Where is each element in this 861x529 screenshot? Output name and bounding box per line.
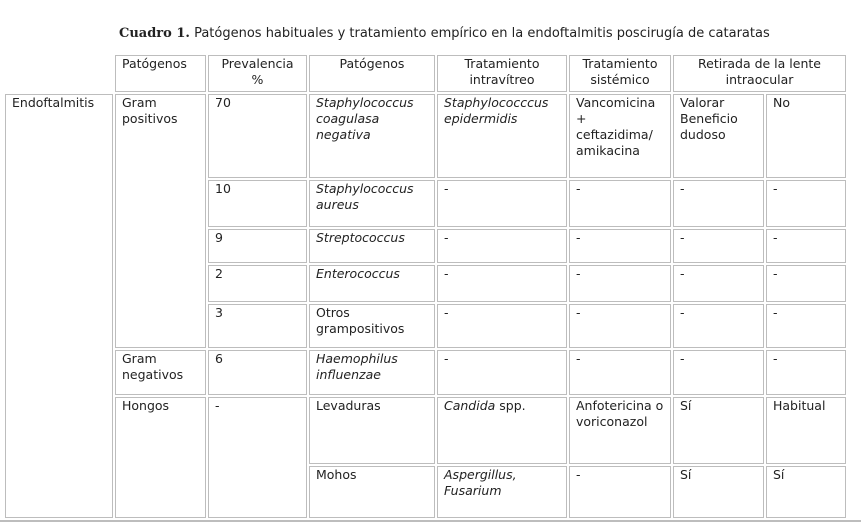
- group-cell: Gram negativos: [115, 350, 206, 395]
- table-row: [5, 397, 846, 464]
- lens-removal-cell: Valorar Beneficio dudoso: [673, 94, 764, 178]
- intravitreal-suffix: spp.: [495, 398, 526, 413]
- intravitreal-cell: -: [437, 265, 567, 302]
- pathogen-cell: Levaduras: [309, 397, 435, 464]
- empty-header-cell: [5, 55, 113, 92]
- bottom-rule: [0, 520, 861, 522]
- intravitreal-cell: -: [437, 229, 567, 263]
- prevalence-cell: 9: [208, 229, 307, 263]
- prevalence-cell: -: [208, 397, 307, 518]
- header-prevalencia: Prevalencia %: [208, 55, 307, 92]
- lens-removal-cell: No: [766, 94, 846, 178]
- systemic-cell: -: [569, 180, 671, 227]
- lens-removal-cell: Habitual: [766, 397, 846, 464]
- pathogen-cell: Haemophilus influenzae: [309, 350, 435, 395]
- prevalence-cell: 2: [208, 265, 307, 302]
- lens-removal-cell: -: [673, 229, 764, 263]
- systemic-cell: -: [569, 265, 671, 302]
- lens-removal-cell: -: [766, 229, 846, 263]
- pathogen-cell: Streptococcus: [309, 229, 435, 263]
- intravitreal-cell: -: [437, 180, 567, 227]
- lens-removal-cell: Sí: [766, 466, 846, 518]
- table-row: [5, 350, 846, 395]
- lens-removal-cell: -: [673, 265, 764, 302]
- caption-text: Patógenos habituales y tratamiento empírico en la endoftalmitis poscirugía de cataratas: [189, 26, 770, 41]
- pathogen-cell: Mohos: [309, 466, 435, 518]
- intravitreal-cell: -: [437, 350, 567, 395]
- header-grupo: Patógenos: [115, 55, 206, 92]
- header-patogeno: Patógenos: [309, 55, 435, 92]
- systemic-cell: -: [569, 466, 671, 518]
- lens-removal-cell: -: [766, 265, 846, 302]
- prevalence-cell: 3: [208, 304, 307, 348]
- header-intravitreo: Tratamiento intravítreo: [437, 55, 567, 92]
- header-retirada: Retirada de la lente intraocular: [673, 55, 846, 92]
- pathogen-cell: Staphylococcus coagulasa negativa: [309, 94, 435, 178]
- intravitreal-genus: Candida: [444, 398, 496, 413]
- systemic-cell: Vancomicina + ceftazidima/ amikacina: [569, 94, 671, 178]
- table-row: [5, 94, 846, 178]
- condition-cell: Endoftalmitis: [5, 94, 113, 518]
- pathogen-cell: Enterococcus: [309, 265, 435, 302]
- intravitreal-cell: -: [437, 304, 567, 348]
- prevalence-cell: 70: [208, 94, 307, 178]
- header-row: [5, 55, 846, 92]
- intravitreal-cell: Staphylococccus epidermidis: [437, 94, 567, 178]
- prevalence-cell: 10: [208, 180, 307, 227]
- lens-removal-cell: -: [766, 350, 846, 395]
- lens-removal-cell: -: [766, 180, 846, 227]
- caption-label: Cuadro 1.: [119, 26, 190, 41]
- pathogen-cell: Otros grampositivos: [309, 304, 435, 348]
- lens-removal-cell: -: [673, 350, 764, 395]
- systemic-cell: -: [569, 304, 671, 348]
- pathogens-table: [3, 53, 848, 520]
- systemic-cell: -: [569, 350, 671, 395]
- pathogen-cell: Staphylococcus aureus: [309, 180, 435, 227]
- group-cell: Hongos: [115, 397, 206, 518]
- lens-removal-cell: -: [673, 180, 764, 227]
- lens-removal-cell: Sí: [673, 466, 764, 518]
- systemic-cell: Anfotericina o voriconazol: [569, 397, 671, 464]
- lens-removal-cell: -: [673, 304, 764, 348]
- lens-removal-cell: Sí: [673, 397, 764, 464]
- lens-removal-cell: -: [766, 304, 846, 348]
- prevalence-cell: 6: [208, 350, 307, 395]
- intravitreal-cell: Aspergillus, Fusarium: [437, 466, 567, 518]
- table-caption: [119, 26, 770, 41]
- intravitreal-cell: [437, 397, 567, 464]
- group-cell: Gram positivos: [115, 94, 206, 348]
- systemic-cell: -: [569, 229, 671, 263]
- header-sistemico: Tratamiento sistémico: [569, 55, 671, 92]
